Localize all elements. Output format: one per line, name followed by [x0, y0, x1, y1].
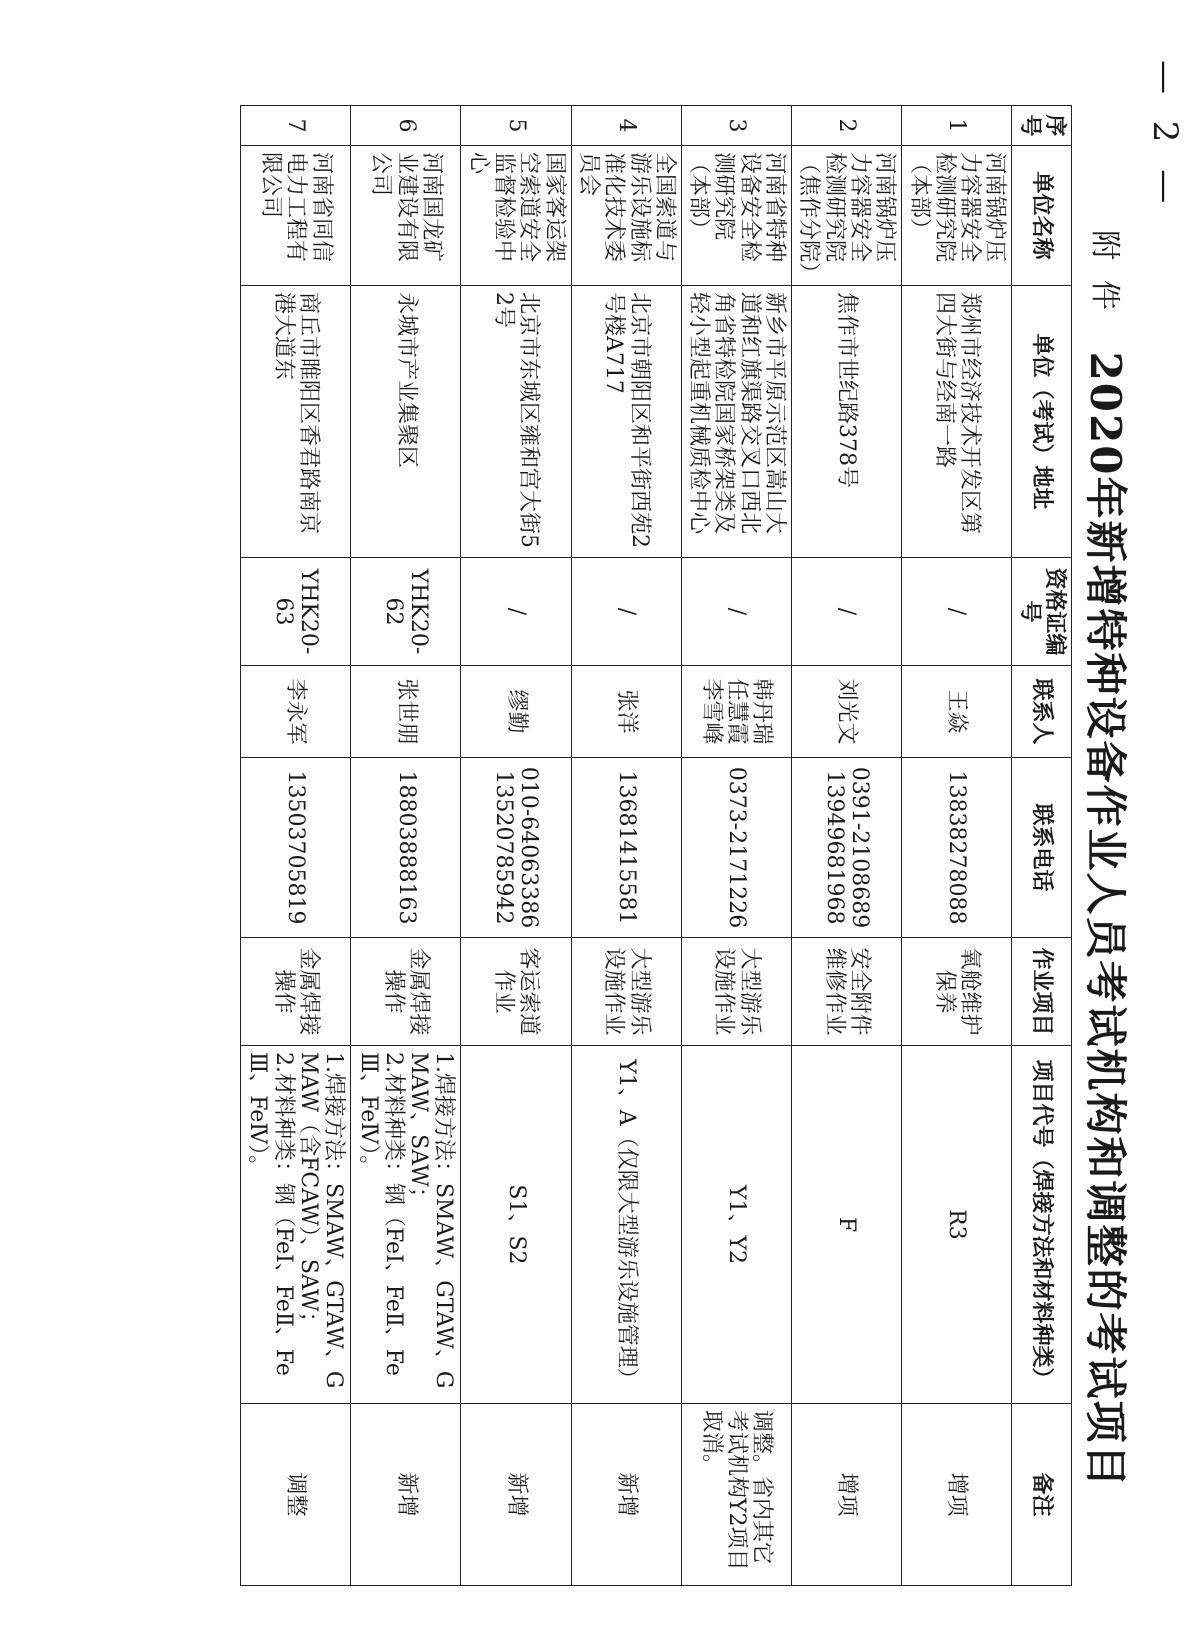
table-row — [792, 106, 902, 1586]
cell-address: 北京市东城区雍和宫大街52号 — [461, 286, 571, 558]
cell-unit: 河南省同信电力工程有限公司 — [241, 146, 351, 286]
header-remark: 备注 — [1012, 1404, 1072, 1586]
cell-no: 1 — [902, 106, 1012, 146]
page-number: — 2 — — [1145, 60, 1185, 212]
cell-unit: 河南国龙矿业建设有限公司 — [351, 146, 461, 286]
header-code: 项目代号（焊接方法和材料种类） — [1012, 1046, 1072, 1404]
cell-cert: / — [792, 558, 902, 666]
cell-unit: 国家客运架空索道安全监督检验中心 — [461, 146, 571, 286]
cell-no: 3 — [681, 106, 791, 146]
cell-item: 金属焊接操作 — [241, 938, 351, 1046]
cell-no: 5 — [461, 106, 571, 146]
cell-unit: 河南锅炉压力容器安全检测研究院（焦作分院） — [792, 146, 902, 286]
cell-contact: 李永军 — [241, 666, 351, 758]
cell-cert: / — [461, 558, 571, 666]
cell-code: 1.焊接方法：SMAW、GTAW、GMAW、SAW； 2.材料种类：钢（FeⅠ、FeⅡ、FeⅢ、FeⅣ）。 — [351, 1046, 461, 1404]
cell-contact: 刘光文 — [792, 666, 902, 758]
cell-code: F — [792, 1046, 902, 1404]
table-header-row — [1012, 106, 1072, 1586]
cell-item: 金属焊接操作 — [351, 938, 461, 1046]
cell-no: 6 — [351, 106, 461, 146]
cell-code: 1.焊接方法：SMAW、GTAW、GMAW（含FCAW）、SAW； 2.材料种类：钢（FeⅠ、FeⅡ、FeⅢ、FeⅣ）。 — [241, 1046, 351, 1404]
cell-remark: 增项 — [792, 1404, 902, 1586]
cell-code: Y1、Y2 — [681, 1046, 791, 1404]
cell-contact: 缪勤 — [461, 666, 571, 758]
header-unit: 单位名称 — [1012, 146, 1072, 286]
cell-remark: 新增 — [571, 1404, 681, 1586]
cell-address: 新乡市平原示范区嵩山大道和红旗渠路交叉口西北角省特检院国家桥架类及轻小型起重机械质检中心 — [681, 286, 791, 558]
document-title: 2020年新增特种设备作业人员考试机构和调整的考试项目 — [1081, 351, 1130, 1489]
cell-address: 永城市产业集聚区 — [351, 286, 461, 558]
cell-unit: 河南锅炉压力容器安全检测研究院（本部） — [902, 146, 1012, 286]
cell-contact: 张洋 — [571, 666, 681, 758]
cell-no: 2 — [792, 106, 902, 146]
cell-phone: 13503705819 — [241, 758, 351, 938]
cell-cert: / — [571, 558, 681, 666]
cell-phone: 0373-2171226 — [681, 758, 791, 938]
header-contact: 联系人 — [1012, 666, 1072, 758]
table-row — [571, 106, 681, 1586]
cell-cert: / — [902, 558, 1012, 666]
cell-phone: 010-64063386 13520785942 — [461, 758, 571, 938]
cell-code: R3 — [902, 1046, 1012, 1404]
cell-contact: 王焱 — [902, 666, 1012, 758]
cell-remark: 调整 — [241, 1404, 351, 1586]
table-row — [241, 106, 351, 1586]
cell-address: 商丘市睢阳区香君路南京港大道东 — [241, 286, 351, 558]
table-row — [902, 106, 1012, 1586]
cell-cert: YHK20-62 — [351, 558, 461, 666]
cell-address: 郑州市经济技术开发区第四大街与经南一路 — [902, 286, 1012, 558]
cell-unit: 河南省特种设备安全检测研究院（本部） — [681, 146, 791, 286]
cell-remark: 新增 — [461, 1404, 571, 1586]
header-item: 作业项目 — [1012, 938, 1072, 1046]
header-no: 序号 — [1012, 106, 1072, 146]
cell-contact: 张世朋 — [351, 666, 461, 758]
cell-item: 安全附件维修作业 — [792, 938, 902, 1046]
header-address: 单位（考试）地址 — [1012, 286, 1072, 558]
cell-item: 客运索道作业 — [461, 938, 571, 1046]
cell-contact: 韩丹瑞 任慧霞 李雪峰 — [681, 666, 791, 758]
cell-phone: 13681415581 — [571, 758, 681, 938]
table-row — [461, 106, 571, 1586]
cell-item: 氧舱维护保养 — [902, 938, 1012, 1046]
cell-code: Y1、A（仅限大型游乐设施管理） — [571, 1046, 681, 1404]
attachment-label: 附件 — [1087, 230, 1122, 330]
cell-address: 北京市朝阳区和平街西苑2号楼A717 — [571, 286, 681, 558]
cell-phone: 18803888163 — [351, 758, 461, 938]
table-row — [681, 106, 791, 1586]
exam-institution-table — [240, 105, 1072, 1586]
header-cert: 资格证编号 — [1012, 558, 1072, 666]
cell-phone: 0391-2108689 13949681968 — [792, 758, 902, 938]
cell-item: 大型游乐设施作业 — [681, 938, 791, 1046]
header-phone: 联系电话 — [1012, 758, 1072, 938]
table-row — [351, 106, 461, 1586]
cell-cert: YHK20-63 — [241, 558, 351, 666]
cell-remark: 新增 — [351, 1404, 461, 1586]
cell-phone: 13838278088 — [902, 758, 1012, 938]
cell-cert: / — [681, 558, 791, 666]
cell-item: 大型游乐设施作业 — [571, 938, 681, 1046]
cell-no: 7 — [241, 106, 351, 146]
cell-code: S1、S2 — [461, 1046, 571, 1404]
cell-unit: 全国索道与游乐设施标准化技术委员会 — [571, 146, 681, 286]
cell-no: 4 — [571, 106, 681, 146]
cell-address: 焦作市世纪路378号 — [792, 286, 902, 558]
cell-remark: 增项 — [902, 1404, 1012, 1586]
cell-remark: 调整。省内其它考试机构Y2项目取消。 — [681, 1404, 791, 1586]
